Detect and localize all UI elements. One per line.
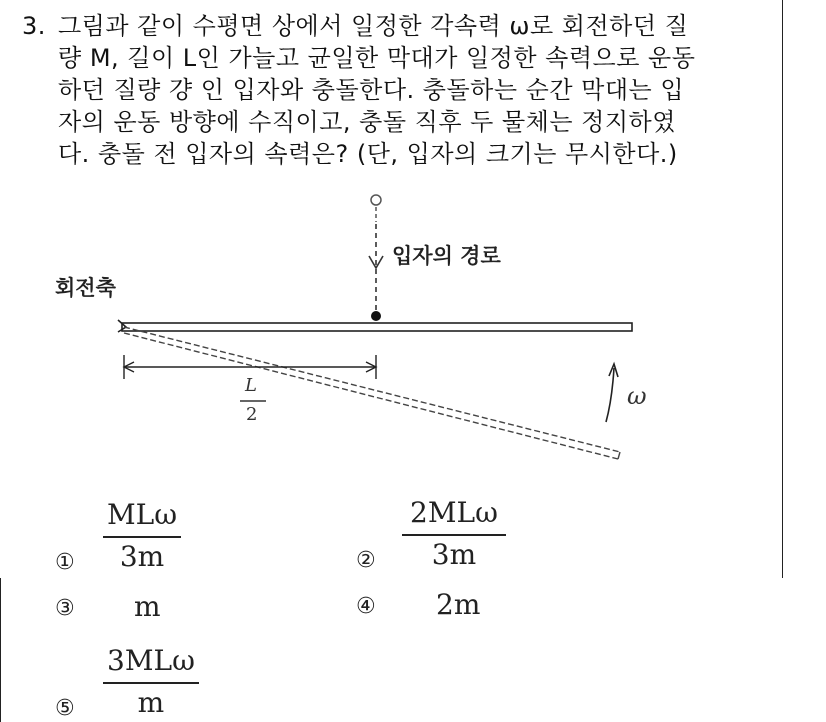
option-2-denominator: 3m [431, 538, 477, 571]
rod-collision-figure [0, 180, 760, 480]
omega-label: ω [627, 382, 647, 410]
option-4-marker[interactable]: ④ [356, 594, 376, 619]
pivot-label: 회전축 [55, 276, 116, 300]
rod-prev-end [618, 452, 620, 459]
half-length-denominator: 2 [246, 404, 258, 425]
question-text [22, 10, 782, 170]
option-4-denominator[interactable]: 2m [436, 588, 481, 621]
option-3-marker[interactable]: ③ [55, 596, 75, 621]
question-number: 3. [22, 12, 46, 40]
option-2-fraction[interactable] [402, 496, 506, 572]
option-5-numerator: 3MLω [103, 644, 199, 684]
half-length-numerator: L [245, 375, 257, 396]
option-5-marker[interactable]: ⑤ [55, 696, 75, 721]
question-line-5: 다. 충돌 전 입자의 속력은? (단, 입자의 크기는 무시한다.) [58, 140, 678, 168]
option-1-marker[interactable]: ① [55, 550, 75, 575]
particle-start-marker [371, 195, 381, 205]
option-2-numerator: 2MLω [402, 496, 506, 536]
option-5-denominator: m [137, 686, 165, 719]
option-1-numerator: MLω [103, 498, 181, 538]
rod-prev-edge-top [124, 327, 620, 452]
particle-path-label: 입자의 경로 [392, 244, 501, 268]
question-line-2: 량 M, 길이 L인 가늘고 균일한 막대가 일정한 속력으로 운동 [58, 44, 696, 72]
question-line-3: 하던 질량 걍 인 입자와 충돌한다. 충돌하는 순간 막대는 입 [58, 76, 685, 104]
rod-prev-edge-bottom [124, 333, 618, 459]
particle-dot [371, 311, 381, 321]
option-1-fraction[interactable] [103, 498, 181, 574]
figure-drawing [0, 180, 760, 480]
page-left-border [0, 578, 1, 722]
question-line-4: 자의 운동 방향에 수직이고, 충돌 직후 두 물체는 정지하였 [58, 108, 676, 136]
option-5-fraction[interactable] [103, 644, 199, 720]
rotation-arrow [606, 368, 614, 422]
option-3-denominator[interactable]: m [134, 590, 161, 623]
page-right-border [782, 0, 783, 578]
option-2-marker[interactable]: ② [356, 548, 376, 573]
rod [122, 323, 632, 331]
option-1-denominator: 3m [119, 540, 165, 573]
question-line-1: 3. 그림과 같이 수평면 상에서 일정한 각속력 ω로 회전하던 질 [22, 12, 689, 40]
